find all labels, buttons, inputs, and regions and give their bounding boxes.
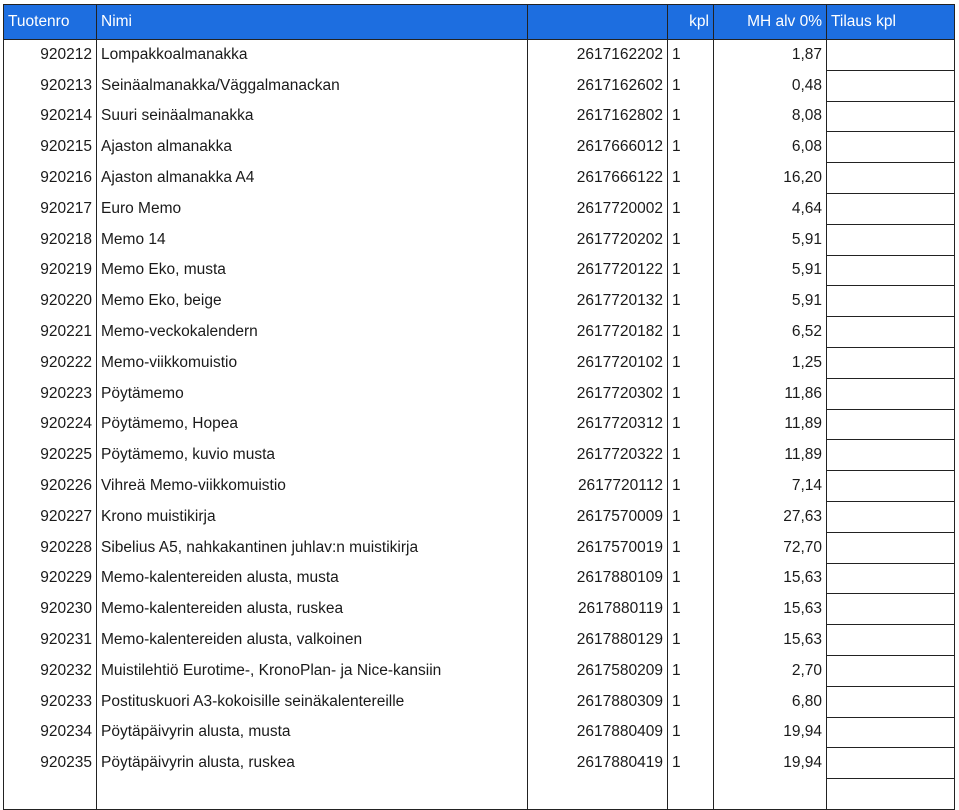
table-row [4,532,955,563]
cell-product-name: Memo Eko, beige [97,286,528,317]
cell-order-qty[interactable] [827,625,955,656]
cell-pack-qty: 1 [668,440,714,471]
cell-price: 11,86 [714,378,827,409]
table-row [4,255,955,286]
cell-product-code: 920212 [4,40,97,71]
cell-product-code: 920227 [4,501,97,532]
cell-price: 0,48 [714,70,827,101]
cell-product-name: Sibelius A5, nahkakantinen juhlav:n muistikirja [97,532,528,563]
cell-product-code [4,779,97,810]
cell-product-code: 920216 [4,163,97,194]
header-kpl: kpl [668,5,714,40]
cell-product-name: Memo-kalentereiden alusta, musta [97,563,528,594]
cell-product-code: 920225 [4,440,97,471]
cell-price: 5,91 [714,255,827,286]
cell-order-qty[interactable] [827,563,955,594]
cell-ean-code: 2617880419 [528,748,668,779]
cell-price: 2,70 [714,655,827,686]
table-body [4,40,955,810]
cell-order-qty[interactable] [827,347,955,378]
cell-ean-code: 2617162802 [528,101,668,132]
table-row [4,594,955,625]
cell-ean-code: 2617880309 [528,686,668,717]
cell-price: 1,25 [714,347,827,378]
cell-order-qty[interactable] [827,655,955,686]
cell-price: 19,94 [714,748,827,779]
cell-ean-code: 2617162602 [528,70,668,101]
cell-product-code: 920233 [4,686,97,717]
cell-ean-code: 2617720202 [528,224,668,255]
cell-order-qty[interactable] [827,255,955,286]
cell-price: 15,63 [714,563,827,594]
cell-pack-qty: 1 [668,717,714,748]
cell-pack-qty: 1 [668,286,714,317]
cell-product-name: Memo Eko, musta [97,255,528,286]
table-row [4,655,955,686]
price-list-table [3,4,955,810]
cell-product-code: 920218 [4,224,97,255]
table-row [4,378,955,409]
table-row [4,70,955,101]
cell-pack-qty: 1 [668,224,714,255]
table-row [4,347,955,378]
cell-ean-code: 2617720302 [528,378,668,409]
cell-ean-code: 2617720132 [528,286,668,317]
cell-product-name: Muistilehtiö Eurotime-, KronoPlan- ja Nice-kansiin [97,655,528,686]
header-row [4,5,955,40]
cell-pack-qty: 1 [668,655,714,686]
cell-product-name: Pöytäpäivyrin alusta, ruskea [97,748,528,779]
table-row [4,748,955,779]
cell-product-code: 920222 [4,347,97,378]
cell-product-name: Memo-veckokalendern [97,317,528,348]
cell-pack-qty: 1 [668,501,714,532]
cell-ean-code: 2617580209 [528,655,668,686]
cell-order-qty[interactable] [827,471,955,502]
cell-product-name: Lompakkoalmanakka [97,40,528,71]
cell-order-qty[interactable] [827,193,955,224]
cell-product-name [97,779,528,810]
cell-pack-qty: 1 [668,255,714,286]
header-code: Tuotenro [4,5,97,40]
cell-order-qty[interactable] [827,501,955,532]
cell-pack-qty: 1 [668,686,714,717]
table-row [4,440,955,471]
cell-product-name: Memo-kalentereiden alusta, ruskea [97,594,528,625]
cell-ean-code: 2617666122 [528,163,668,194]
cell-product-name: Postituskuori A3-kokoisille seinäkalentereille [97,686,528,717]
cell-price: 4,64 [714,193,827,224]
cell-product-name: Memo-kalentereiden alusta, valkoinen [97,625,528,656]
cell-order-qty[interactable] [827,70,955,101]
cell-price: 15,63 [714,625,827,656]
cell-price: 72,70 [714,532,827,563]
cell-product-code: 920213 [4,70,97,101]
table-row [4,224,955,255]
cell-product-code: 920215 [4,132,97,163]
cell-product-name: Ajaston almanakka A4 [97,163,528,194]
cell-ean-code [528,779,668,810]
cell-price: 16,20 [714,163,827,194]
cell-product-name: Seinäalmanakka/Väggalmanackan [97,70,528,101]
cell-pack-qty: 1 [668,101,714,132]
table-header [4,5,955,40]
cell-order-qty[interactable] [827,717,955,748]
cell-ean-code: 2617162202 [528,40,668,71]
cell-product-name: Suuri seinäalmanakka [97,101,528,132]
cell-pack-qty: 1 [668,317,714,348]
cell-order-qty[interactable] [827,40,955,71]
cell-pack-qty: 1 [668,70,714,101]
cell-product-code: 920228 [4,532,97,563]
header-name: Nimi [97,5,528,40]
table-row [4,717,955,748]
cell-price: 11,89 [714,409,827,440]
cell-price: 8,08 [714,101,827,132]
table-row [4,686,955,717]
cell-order-qty[interactable] [827,594,955,625]
cell-price: 7,14 [714,471,827,502]
cell-product-code: 920221 [4,317,97,348]
cell-ean-code: 2617570009 [528,501,668,532]
cell-pack-qty: 1 [668,471,714,502]
cell-price: 6,08 [714,132,827,163]
table-row [4,501,955,532]
cell-price: 6,52 [714,317,827,348]
cell-product-code: 920219 [4,255,97,286]
cell-product-code: 920224 [4,409,97,440]
cell-ean-code: 2617720122 [528,255,668,286]
cell-pack-qty: 1 [668,563,714,594]
cell-ean-code: 2617720002 [528,193,668,224]
cell-order-qty[interactable] [827,163,955,194]
cell-ean-code: 2617880409 [528,717,668,748]
cell-order-qty[interactable] [827,317,955,348]
cell-price: 27,63 [714,501,827,532]
cell-ean-code: 2617720182 [528,317,668,348]
table-row [4,563,955,594]
cell-order-qty[interactable] [827,440,955,471]
cell-product-name: Euro Memo [97,193,528,224]
cell-product-code: 920223 [4,378,97,409]
cell-pack-qty [668,779,714,810]
cell-price: 15,63 [714,594,827,625]
cell-pack-qty: 1 [668,594,714,625]
cell-pack-qty: 1 [668,748,714,779]
cell-ean-code: 2617880109 [528,563,668,594]
table-row [4,163,955,194]
cell-order-qty[interactable] [827,132,955,163]
cell-product-code: 920235 [4,748,97,779]
cell-order-qty[interactable] [827,224,955,255]
cell-price [714,779,827,810]
cell-ean-code: 2617570019 [528,532,668,563]
cell-order-qty[interactable] [827,748,955,779]
cell-pack-qty: 1 [668,193,714,224]
table-row [4,625,955,656]
cell-product-name: Vihreä Memo-viikkomuistio [97,471,528,502]
header-price: MH alv 0% [714,5,827,40]
cell-product-name: Pöytämemo, Hopea [97,409,528,440]
table-row [4,317,955,348]
cell-ean-code: 2617720112 [528,471,668,502]
cell-product-code: 920231 [4,625,97,656]
cell-product-code: 920232 [4,655,97,686]
table-row [4,779,955,810]
cell-product-code: 920234 [4,717,97,748]
cell-pack-qty: 1 [668,132,714,163]
header-order-qty: Tilaus kpl [827,5,955,40]
cell-price: 6,80 [714,686,827,717]
cell-order-qty[interactable] [827,286,955,317]
table-row [4,193,955,224]
cell-ean-code: 2617720312 [528,409,668,440]
cell-pack-qty: 1 [668,625,714,656]
cell-pack-qty: 1 [668,40,714,71]
cell-product-name: Krono muistikirja [97,501,528,532]
cell-product-name: Pöytäpäivyrin alusta, musta [97,717,528,748]
cell-product-name: Pöytämemo [97,378,528,409]
cell-price: 19,94 [714,717,827,748]
cell-price: 5,91 [714,224,827,255]
table-row [4,101,955,132]
cell-price: 5,91 [714,286,827,317]
cell-product-code: 920217 [4,193,97,224]
cell-pack-qty: 1 [668,532,714,563]
table-row [4,409,955,440]
header-ean [528,5,668,40]
cell-ean-code: 2617880129 [528,625,668,656]
cell-product-name: Pöytämemo, kuvio musta [97,440,528,471]
cell-order-qty[interactable] [827,409,955,440]
cell-pack-qty: 1 [668,378,714,409]
table-row [4,132,955,163]
cell-price: 11,89 [714,440,827,471]
table-row [4,286,955,317]
cell-ean-code: 2617880119 [528,594,668,625]
table-row [4,471,955,502]
cell-product-code: 920220 [4,286,97,317]
cell-order-qty[interactable] [827,686,955,717]
cell-ean-code: 2617720102 [528,347,668,378]
cell-product-name: Memo-viikkomuistio [97,347,528,378]
cell-order-qty[interactable] [827,378,955,409]
cell-pack-qty: 1 [668,163,714,194]
cell-product-code: 920214 [4,101,97,132]
cell-pack-qty: 1 [668,409,714,440]
cell-product-code: 920226 [4,471,97,502]
cell-pack-qty: 1 [668,347,714,378]
cell-order-qty[interactable] [827,532,955,563]
cell-product-code: 920229 [4,563,97,594]
table-row [4,40,955,71]
cell-order-qty[interactable] [827,101,955,132]
cell-price: 1,87 [714,40,827,71]
cell-ean-code: 2617666012 [528,132,668,163]
cell-product-code: 920230 [4,594,97,625]
cell-product-name: Memo 14 [97,224,528,255]
cell-product-name: Ajaston almanakka [97,132,528,163]
cell-ean-code: 2617720322 [528,440,668,471]
cell-order-qty[interactable] [827,779,955,810]
